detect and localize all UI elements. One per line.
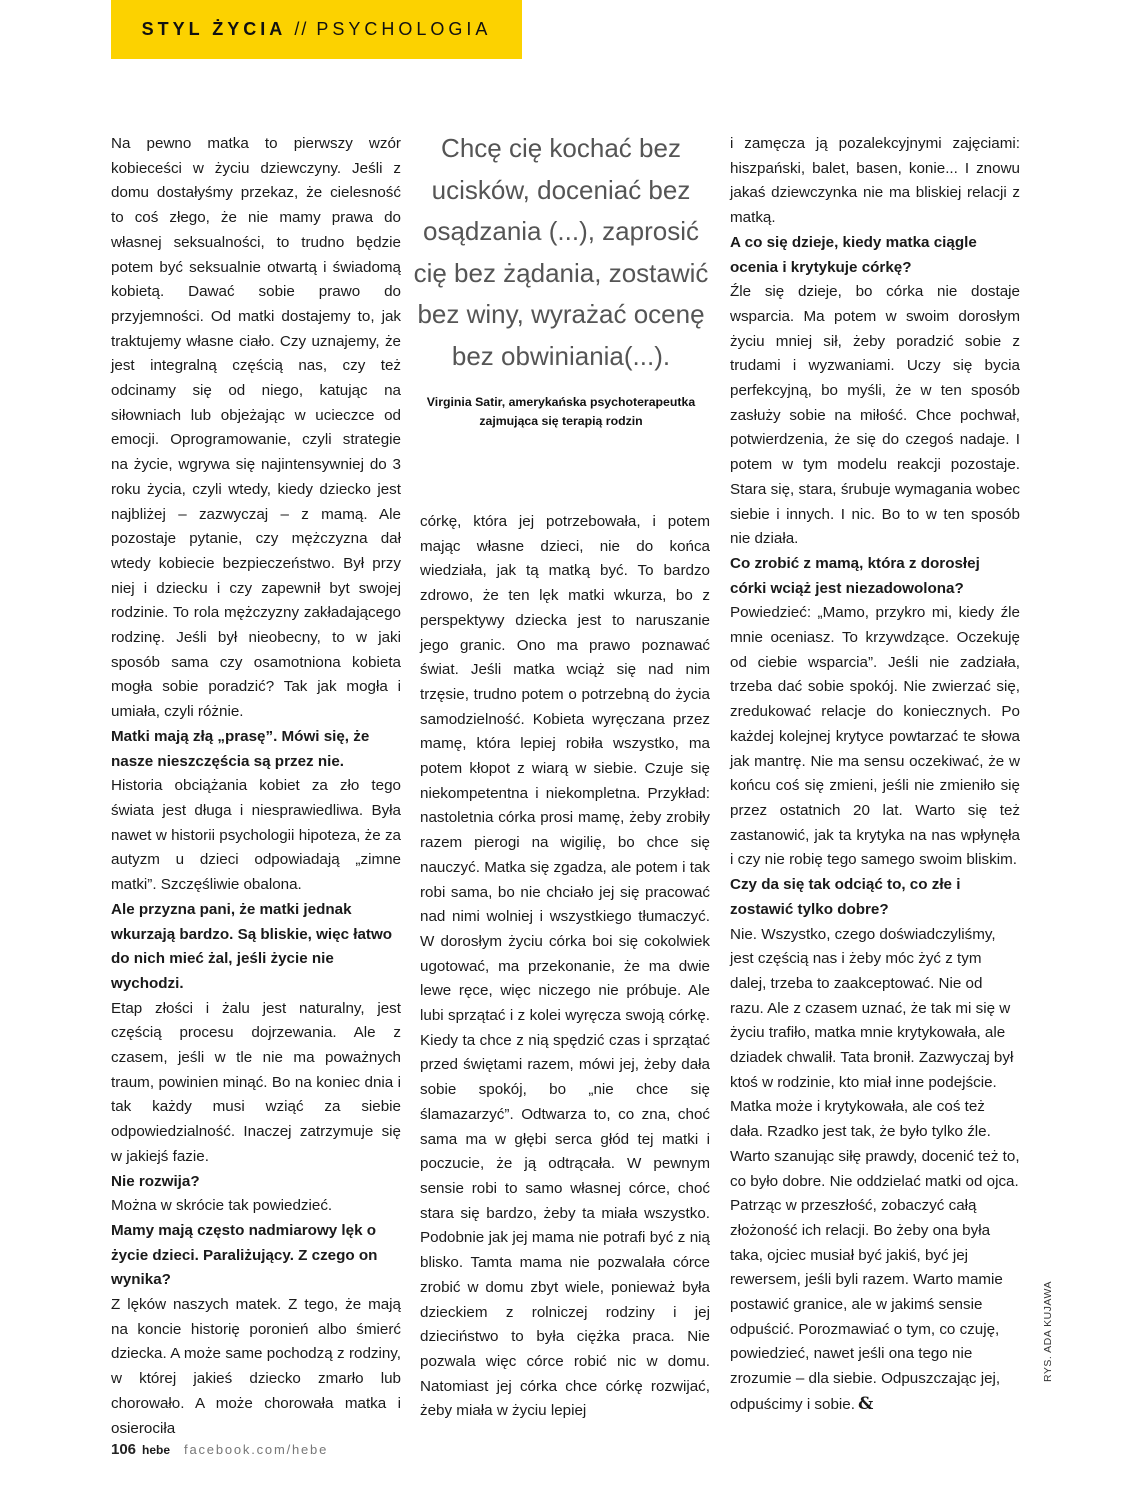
body-paragraph: Powiedzieć: „Mamo, przykro mi, kiedy źle mnie oceniasz. To krzywdzące. Oczekuję od ciebie wsparcia”. Jeśli nie zadziała, trzeba dać sobie spokój. Nie zwierzać się, zredukować relacje do koniecznych. Po każdej kolejnej krytyce powtarzać te słowa jak mantrę. Nie ma sensu oczekiwać, że w końcu coś się zmieni, jeśli nie zmieniło się przez ostatnich 20 lat. Warto się też zastanowić, jak ta krytyka na nas wpłynęła i czy nie robię tego samego swoim bliskim.	[730, 604, 1020, 869]
interview-question: A co się dzieje, kiedy matka ciągle ocenia i krytykuje córkę?	[730, 233, 977, 276]
body-paragraph: córkę, która jej potrzebowała, i potem mając własne dzieci, nie do końca wiedziała, jak tą matką być. To bardzo zdrowo, że ten lęk matki wkurza, bo z perspektywy dziecka jest to naruszanie jego granic. Ono ma prawo poznawać świat. Jeśli matka wciąż się nad nim trzęsie, trudno potem o potrzebną do życia samodzielność. Kobieta wyręczana przez mamę, która lepiej robiła wszystko, ma potem kłopot z wiarą w siebie. Czuje się niekompetentna i niekompletna. Przykład: nastoletnia córka prosi mamę, żeby zrobiły razem pierogi na wigilię, bo chce się nauczyć. Matka się zgadza, ale potem i tak robi sama, bo nie chciało jej się pracować nad nimi wolniej i wszystkiego tłumaczyć. W dorosłym życiu córka boi się cokolwiek ugotować, ma przekonanie, że ma dwie lewe ręce, więc niczego nie próbuje. Ale lubi sprzątać i z kolei wyręcza swoją córkę. Kiedy ta chce z nią spędzić czas i sprzątać przed świętami razem, mówi jej, żeby dała sobie spokój, bo „nie chce się ślamazarzyć”. Odtwarza to, co zna, choć sama ma w głębi serca głód tej matki i poczucie, że ją odtrącała. W pewnym sensie robi to samo własnej córce, choć stara się bardzo, żeby ta miała wszystko. Podobnie jak jej mama nie potrafi być z nią blisko. Tamta mama nie pozwalała córce zrobić w domu zbyt wiele, ponieważ była dzieckiem z rolniczej rodziny i jej dzieciństwo to była ciężka praca. Nie pozwala więc córce robić nic w domu. Natomiast jej córka chce córkę rozwijać, żeby miała w życiu lepiej	[420, 513, 710, 1420]
body-paragraph: Można w skrócie tak powiedzieć.	[111, 1197, 333, 1215]
interview-question: Czy da się tak odciąć to, co złe i zostawić tylko dobre?	[730, 876, 961, 918]
pull-quote-text: Chcę cię kochać bez ucisków, doceniać bez osądzania (...), zaprosić cię bez żądania, zostawić bez winy, wyrażać ocenę bez obwiniania(...).	[413, 133, 709, 371]
section-separator: //	[294, 19, 309, 39]
interview-question: Mamy mają często nadmiarowy lęk o życie dzieci. Paraliżujący. Z czego on wynika?	[111, 1221, 378, 1289]
article-column-2	[420, 510, 710, 1424]
pull-quote-attribution: Virginia Satir, amerykańska psychoterapeutka zajmująca się terapią rodzin	[426, 395, 696, 428]
interview-question: Ale przyzna pani, że matki jednak wkurzają bardzo. Są bliskie, więc łatwo do nich mieć żal, jeśli życie nie wychodzi.	[111, 900, 393, 992]
end-mark-icon: &	[857, 1393, 874, 1414]
interview-question: Matki mają złą „prasę”. Mówi się, że nasze nieszczęścia są przez nie.	[111, 727, 370, 770]
body-paragraph: Na pewno matka to pierwszy wzór kobieceści w życiu dziewczyny. Jeśli z domu dostałyśmy przekaz, że cielesność to coś złego, że nie mamy prawa do własnej seksualności, to trudno będzie potem być seksualnie otwartą i świadomą kobietą. Dawać sobie prawo do przyjemności. Od matki dostajemy to, jak traktujemy własne ciało. Czy uznajemy, że jest integralną częścią nas, czy też odcinamy się od niego, katując na siłowniach lub objeżając w ucieczce od emocji. Oprogramowanie, czyli strategie na życie, wgrywa się najintensywniej do 3 roku życia, czyli wtedy, kiedy dziecko jest najbliżej – zazwyczaj – z mamą. Ale pozostaje pytanie, czy mężczyzna dał wtedy kobiecie bezpieczeństwo. Był przy niej i dziecku i czy zapewnił byt swojej rodzinie. To rola mężczyzny zakładającego rodzinę. Jeśli był nieobecny, to w jaki sposób sama czy osamotniona kobieta mogła sobie poradzić? Tak jak mogła i umiała, czyli różnie.	[111, 135, 401, 721]
body-paragraph: i zamęcza ją pozalekcyjnymi zajęciami: hiszpański, balet, basen, konie... I znowu jakaś dziewczynka nie ma bliskiej relacji z matką.	[730, 135, 1020, 227]
interview-question: Nie rozwija?	[111, 1172, 200, 1190]
body-paragraph: Z lęków naszych matek. Z tego, że mają na koncie historię poronień albo śmierć dziecka. A może same pochodzą z rodziny, w której jakieś dziecko zmarło lub chorowało. A może chorowała matka i osierociła	[111, 1296, 401, 1437]
illustration-credit-text: RYS. ADA KUJAWA	[1042, 1280, 1054, 1382]
interview-question: Co zrobić z mamą, która z dorosłej córki wciąż jest niezadowolona?	[730, 554, 980, 597]
pull-quote	[408, 128, 714, 431]
page-number: 106	[111, 1441, 137, 1458]
body-paragraph: Etap złości i żalu jest naturalny, jest częścią procesu dojrzewania. Ale z czasem, jeśli w tle nie ma poważnych traum, powinien minąć. Bo na koniec dnia i tak każdy musi wziąć za siebie odpowiedzialność. Inaczej zatrzymuje się w jakiejś fazie.	[111, 999, 401, 1165]
body-paragraph: Źle się dzieje, bo córka nie dostaje wsparcia. Ma potem w swoim dorosłym życiu mniej sił, żeby poradzić sobie z trudami i wyzwaniami. Uczy się bycia perfekcyjną, bo myśli, że w ten sposób zasłuży sobie na miłość. Chce pochwał, potwierdzenia, że się do czegoś nadaje. I potem w tym modelu reakcji pozostaje. Stara się, stara, śrubuje wymagania wobec siebie i innych. I nic. Bo to w ten sposób nie działa.	[730, 283, 1020, 548]
section-label: STYL ŻYCIA	[141, 19, 287, 39]
facebook-link[interactable]: facebook.com/hebe	[184, 1442, 329, 1457]
page-footer	[111, 1441, 328, 1458]
body-paragraph: Nie. Wszystko, czego doświadczyliśmy, jest częścią nas i żeby móc żyć z tym dalej, trzeba to zaakceptować. Nie od razu. Ale z czasem uznać, że tak mi się w życiu trafiło, matka mnie krytykowała, ale dziadek chwalił. Tata bronił. Zazwyczaj był ktoś w rodzinie, kto miał inne podejście. Matka może i krytykowała, ale coś też dała. Rzadko jest tak, że było tylko źle. Warto szanując siłę prawdy, docenić też to, co było dobre. Nie oddzielać matki od ojca. Patrząc w przeszłość, zobaczyć całą złożoność ich relacji. Bo żeby ona była taka, ojciec musiał być jakiś, być jej rewersem, jeśli byli razem. Warto mamie postawić granice, ale w jakimś sensie odpuścić. Porozmawiać o tym, co czuję, powiedzieć, nawet jeśli ona tego nie zrozumie – dla siebie. Odpuszczając jej, odpuścimy i sobie.	[730, 925, 1020, 1413]
category-label: PSYCHOLOGIA	[316, 19, 492, 39]
article-column-3	[730, 132, 1020, 1418]
illustration-credit	[1034, 1280, 1134, 1390]
body-paragraph: Historia obciążania kobiet za zło tego świata jest długa i niesprawiedliwa. Była nawet w historii psychologii hipoteza, że za autyzm u dzieci odpowiadają „zimne matki”. Szczęśliwie obalona.	[111, 777, 401, 894]
article-column-1	[111, 132, 401, 1441]
brand-logo: hebe	[142, 1443, 171, 1457]
section-header	[111, 0, 522, 59]
